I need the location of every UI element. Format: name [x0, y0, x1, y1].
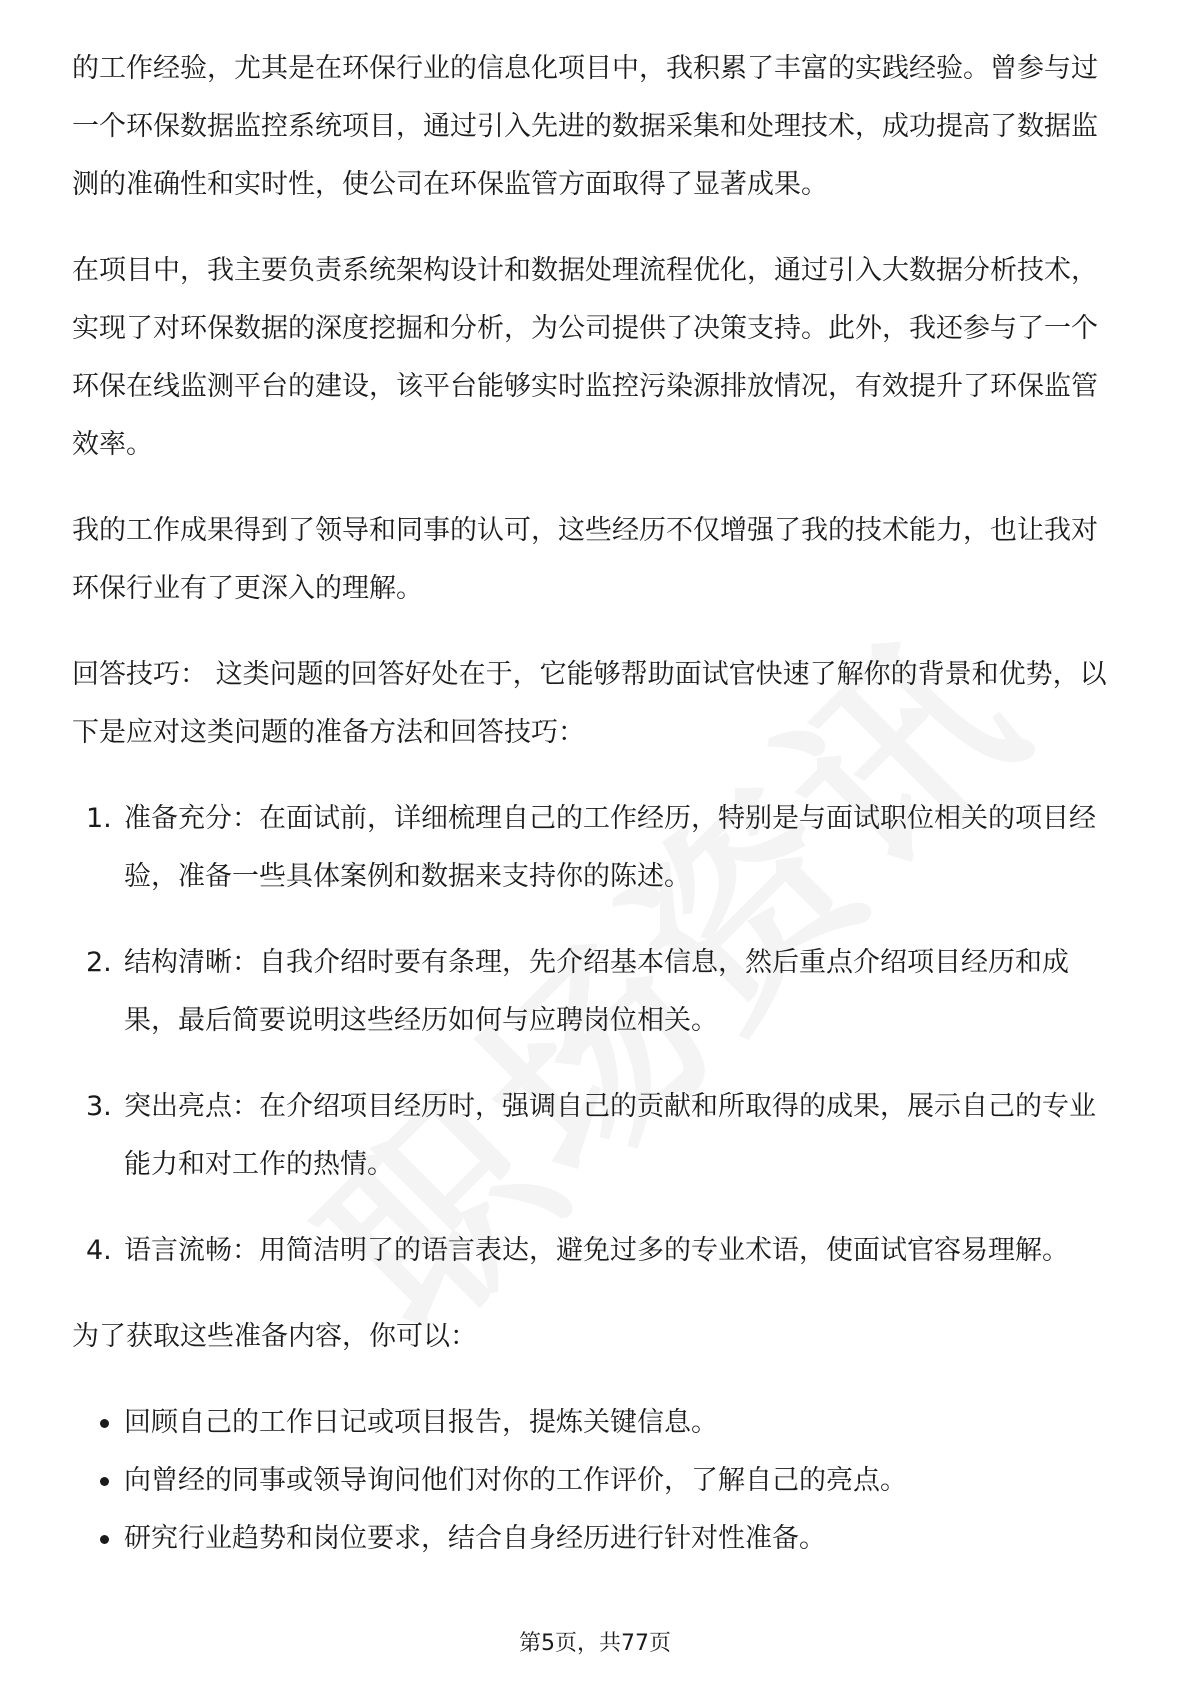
- list-item: [72, 1222, 1122, 1280]
- list-number: 4.: [86, 1235, 112, 1266]
- document-body: [72, 40, 1122, 1568]
- list-item-text: 回顾自己的工作日记或项目报告，提炼关键信息。: [124, 1407, 718, 1438]
- list-item-text: 突出亮点：在介绍项目经历时，强调自己的贡献和所取得的成果，展示自己的专业能力和对工作的热情。: [124, 1091, 1096, 1180]
- bullet-icon: [100, 1477, 109, 1486]
- paragraph-prep-intro: 为了获取这些准备内容，你可以：: [72, 1321, 477, 1352]
- list-item: [72, 934, 1122, 1050]
- paragraph-project: 在项目中，我主要负责系统架构设计和数据处理流程优化，通过引入大数据分析技术，实现了对环保数据的深度挖掘和分析，为公司提供了决策支持。此外，我还参与了一个环保在线监测平台的建设，该平台能够实时监控污染源排放情况，有效提升了环保监管效率。: [72, 255, 1098, 460]
- list-item-text: 研究行业趋势和岗位要求，结合自身经历进行针对性准备。: [124, 1523, 826, 1554]
- paragraph-tips-intro: 回答技巧： 这类问题的回答好处在于，它能够帮助面试官快速了解你的背景和优势，以下是应对这类问题的准备方法和回答技巧：: [72, 659, 1107, 748]
- list-item-text: 结构清晰：自我介绍时要有条理，先介绍基本信息，然后重点介绍项目经历和成果，最后简要说明这些经历如何与应聘岗位相关。: [124, 947, 1069, 1036]
- paragraph-recognition: 我的工作成果得到了领导和同事的认可，这些经历不仅增强了我的技术能力，也让我对环保行业有了更深入的理解。: [72, 515, 1098, 604]
- list-item: [72, 1394, 1122, 1452]
- list-item-text: 语言流畅：用简洁明了的语言表达，避免过多的专业术语，使面试官容易理解。: [124, 1235, 1069, 1266]
- list-item: [72, 1452, 1122, 1510]
- list-item: [72, 1078, 1122, 1194]
- list-item: [72, 1510, 1122, 1568]
- list-number: 1.: [86, 803, 112, 834]
- list-number: 2.: [86, 947, 112, 978]
- list-item-text: 向曾经的同事或领导询问他们对你的工作评价，了解自己的亮点。: [124, 1465, 907, 1496]
- bullet-icon: [100, 1419, 109, 1428]
- list-number: 3.: [86, 1091, 112, 1122]
- tips-list: [72, 790, 1122, 1280]
- bullet-icon: [100, 1535, 109, 1544]
- paragraph-experience: 的工作经验，尤其是在环保行业的信息化项目中，我积累了丰富的实践经验。曾参与过一个环保数据监控系统项目，通过引入先进的数据采集和处理技术，成功提高了数据监测的准确性和实时性，使公司在环保监管方面取得了显著成果。: [72, 53, 1098, 200]
- page-number-footer: 第5页，共77页: [519, 1631, 671, 1656]
- bullet-list: [72, 1394, 1122, 1568]
- list-item-text: 准备充分：在面试前，详细梳理自己的工作经历，特别是与面试职位相关的项目经验，准备一些具体案例和数据来支持你的陈述。: [124, 803, 1096, 892]
- list-item: [72, 790, 1122, 906]
